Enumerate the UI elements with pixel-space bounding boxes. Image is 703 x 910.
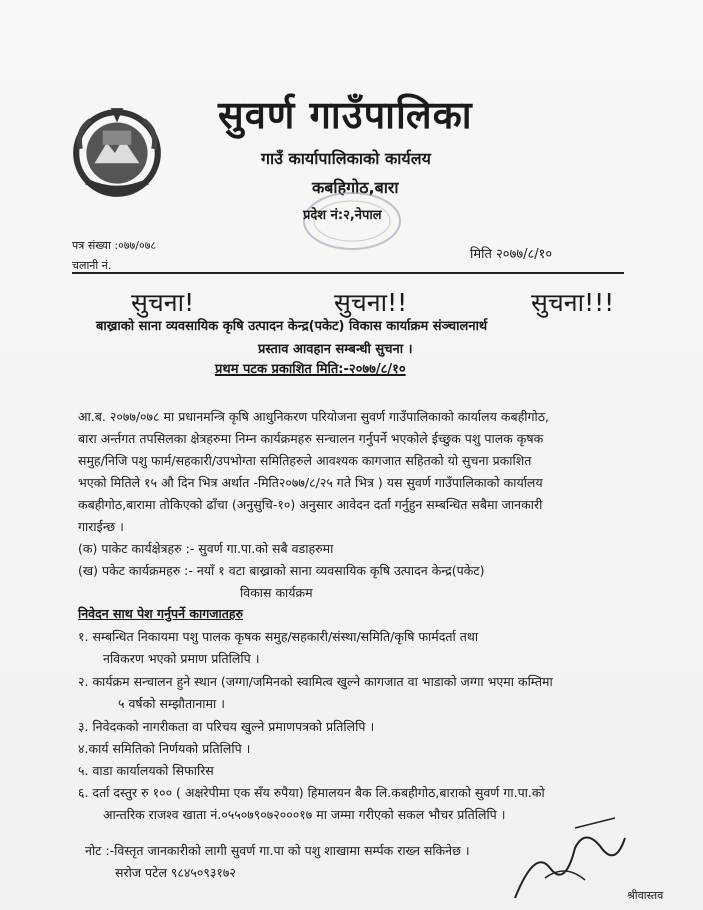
office-name: गाउँ कार्यापालिकाको कार्यलय	[261, 149, 431, 168]
document-item-continued: ५ वर्षको सम्झौतानामा ।	[118, 696, 225, 711]
municipality-title: सुवर्ण गाउँपालिका	[218, 93, 473, 137]
contact-line: सरोज पटेल ९८४५०९३१७२	[115, 865, 236, 880]
note-line: नोट :-विस्तृत जानकारीको लागी सुवर्ण गा.पा को पशु शाखामा सर्म्पक राख्न सकिनेछ ।	[85, 843, 470, 858]
nepal-emblem-icon	[66, 100, 168, 202]
document-item: ३. निवेदकको नागरीकता वा परिचय खुल्ने प्रमाणपत्रको प्रतिलिपि ।	[78, 719, 375, 734]
header-divider	[72, 272, 624, 274]
notice-word-2: सुचना!!	[334, 288, 408, 317]
document-item-continued: आन्तरिक राजश्व खाता नं.०५५०७९०७२०००१७ मा जम्मा गरीएको सकल भौचर प्रतिलिपि ।	[103, 807, 506, 822]
document-item: ६. दर्ता दस्तुर रु १०० ( अक्षरेपीमा एक सँय रुपैया) हिमालयन बैक लि.कबहीगोठ,बाराको सुवर्ण गा.पा.को	[78, 785, 545, 800]
notice-word-1: सुचना!	[131, 288, 195, 317]
office-location: कबहिगोठ,बारा	[312, 178, 399, 197]
dispatch-number: चलानी नं.	[72, 259, 112, 272]
signature-name: श्रीवास्तव	[627, 889, 664, 902]
notice-headline: बाख्राको साना व्यवसायिक कृषि उत्पादन केन्द्र(पकेट) विकास कार्याक्रम संञ्चालनार्थ	[96, 319, 488, 334]
body-line: भएको मितिले १५ औ दिन भित्र अर्थात -मिति२०७७/८/२५ गते भित्र ) यस सुवर्ण गाउँपालिकाको कार्यालय	[78, 475, 543, 490]
published-date: प्रथम पटक प्रकाशित मिति:-२०७७/८/१०	[215, 362, 406, 377]
notice-word-3: सुचना!!!	[531, 288, 615, 317]
body-line: कबहीगोठ,बारामा तोकिएको ढाँचा (अनुसुचि-१०) अनुसार आवेदन दर्ता गर्नुहुन सम्बन्धित सबैमा जानकारी	[78, 497, 543, 512]
body-line: समुह/निजि पशु फार्म/सहकारी/उपभोग्ता समितिहरुले आवश्यक कागजात सहितको यो सुचना प्रकाशित	[78, 453, 532, 468]
document-item-continued: नविकरण भएको प्रमाण प्रतिलिपि ।	[103, 651, 260, 666]
body-line: बारा अर्न्तगत तपसिलका क्षेत्रहरुमा निम्न कार्यक्रमहरु सन्चालन गर्नुपर्ने भएकोले ईच्छुक पशु पालक कृषक	[78, 431, 544, 446]
documents-heading: निवेदन साथ पेश गर्नुपर्ने कागजातहरु	[78, 606, 244, 621]
notice-headline-2: प्रस्ताव आवहान सम्बन्धी सुचना ।	[258, 342, 413, 357]
document-item: ४.कार्य समितिको निर्णयको प्रतिलिपि ।	[78, 741, 251, 756]
body-line: आ.ब. २०७७/०७८ मा प्रधानमन्त्रि कृषि आधुनिकरण परियोजना सुवर्ण गाउँपालिकाको कार्यालय कबहीगोठ,	[78, 409, 549, 424]
letter-date: मिति २०७७/८/१०	[470, 247, 553, 262]
item-kha: (ख) पकेट कार्यक्रमहरु :- नयाँ १ वटा बाख्राको साना व्यवसायिक कृषि उत्पादन केन्द्र(पकेट)	[78, 563, 485, 578]
item-ka: (क) पाकेट कार्यक्षेत्रहरु :- सुवर्ण गा.पा.को सबै वडाहरुमा	[78, 541, 334, 556]
document-item: ५. वाडा कार्यालयको सिफारिस	[78, 763, 214, 778]
body-line: गाराईन्छ ।	[78, 519, 124, 534]
document-item: १. सम्बन्धित निकायमा पशु पालक कृषक समुह/सहकारी/संस्था/समिति/कृषि फार्मदर्ता तथा	[78, 629, 479, 644]
letter-number: पत्र संख्या :०७७/०७८	[72, 239, 157, 252]
item-kha-continued: विकास कार्यक्रम	[240, 585, 313, 600]
document-item: २. कार्यक्रम सन्चालन हुने स्थान (जग्गा/जमिनको स्वामित्व खुल्ने कागजात वा भाडाको जग्गा भएमा कम्तिमा	[78, 674, 553, 689]
office-province: प्रदेश नं:२,नेपाल	[303, 208, 382, 223]
